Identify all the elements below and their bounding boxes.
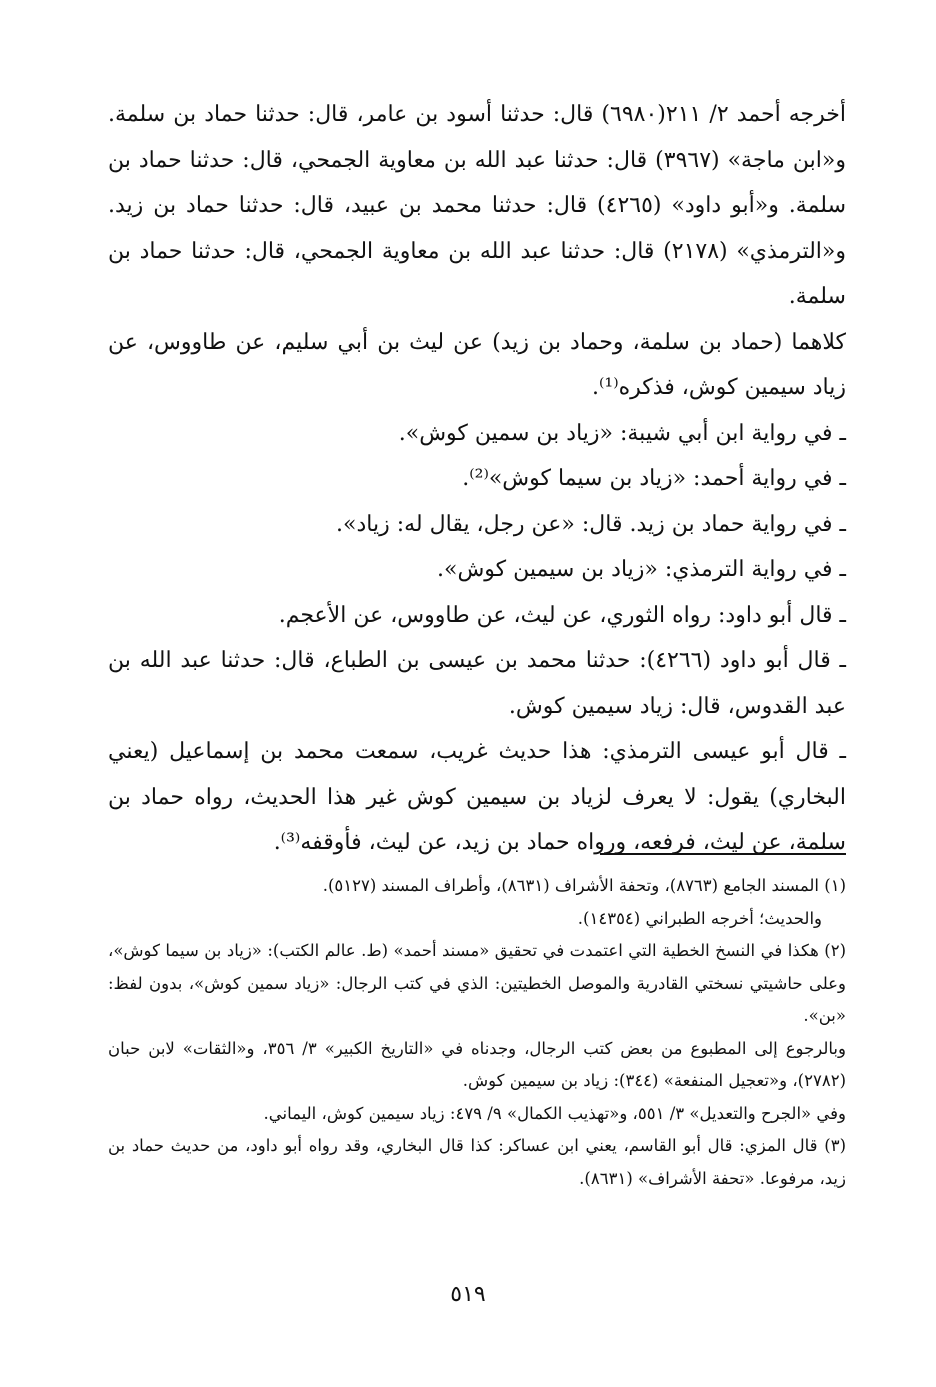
footnote-2: (٢) هكذا في النسخ الخطية التي اعتمدت في تحقيق «مسند أحمد» (ط. عالم الكتب): «زياد بن سيما كوش»، وعلى حاشيتي نسختي القادرية والموصل الخطيتين: الذي في كتب الرجال: «زياد سمين كوش»، بدون لفظ: «بن».	[108, 941, 846, 1025]
footnote-1-continuation: والحديث؛ أخرجه الطبراني (١٤٣٥٤).	[577, 908, 822, 928]
list-item: ـ في رواية ابن أبي شيبة: «زياد بن سمين كوش».	[398, 420, 846, 446]
list-item: ـ في رواية حماد بن زيد. قال: «عن رجل، يقال له: زياد».	[336, 511, 846, 537]
list-item: ـ قال أبو داود: رواه الثوري، عن ليث، عن طاووس، عن الأعجم.	[278, 602, 846, 628]
footnote-divider	[600, 853, 846, 855]
footnote-2-continuation: وبالرجوع إلى المطبوع من بعض كتب الرجال، وجدناه في «التاريخ الكبير» ٣/ ٣٥٦، و«الثقات» لابن حبان (٢٧٨٢)، و«تعجيل المنفعة» (٣٤٤): زياد بن سيمين كوش.	[108, 1038, 846, 1090]
list-item: ـ في رواية الترمذي: «زياد بن سيمين كوش».	[437, 557, 846, 582]
footnotes	[108, 870, 846, 1195]
footnote-1: (١) المسند الجامع (٨٧٦٣)، وتحفة الأشراف (٨٦٣١)، وأطراف المسند (٥١٢٧).	[322, 876, 846, 895]
list-item: ـ في رواية أحمد: «زياد بن سيما كوش»⁽²⁾.	[462, 466, 846, 491]
footnote-3: (٣) قال المزي: قال أبو القاسم، يعني ابن عساكر: كذا قال البخاري، وقد رواه أبو داود، من حديث حماد بن زيد، مرفوعا. «تحفة الأشراف» (٨٦٣١).	[108, 1136, 846, 1188]
paragraph-tirmidhi: ـ قال أبو عيسى الترمذي: هذا حديث غريب، سمعت محمد بن إسماعيل (يعني البخاري) يقول: لا يعرف لزياد بن سيمين كوش غير هذا الحديث، رواه حماد بن سلمة، عن ليث، فرفعه، ورواه حماد بن زيد، عن ليث، فأوقفه⁽³⁾.	[108, 739, 846, 855]
paragraph-abu-dawud: ـ قال أبو داود (٤٢٦٦): حدثنا محمد بن عيسى بن الطباع، قال: حدثنا عبد الله بن عبد القدوس، قال: زياد سيمين كوش.	[108, 648, 846, 719]
footnote-2-continuation: وفي «الجرح والتعديل» ٣/ ٥٥١، و«تهذيب الكمال» ٩/ ٤٧٩: زياد سيمين كوش، اليماني.	[263, 1103, 846, 1123]
paragraph-takhrij: أخرجه أحمد ٢/ ٢١١(٦٩٨٠) قال: حدثنا أسود بن عامر، قال: حدثنا حماد بن سلمة. و«ابن ماجة» (٣٩٦٧) قال: حدثنا عبد الله بن معاوية الجمحي، قال: حدثنا حماد بن سلمة. و«أبو داود» (٤٢٦٥) قال: حدثنا محمد بن عبيد، قال: حدثنا حماد بن زيد. و«الترمذي» (٢١٧٨) قال: حدثنا عبد الله بن معاوية الجمحي، قال: حدثنا حماد بن سلمة.	[108, 102, 847, 309]
main-text	[108, 92, 846, 866]
page-number: ٥١٩	[450, 1282, 486, 1307]
paragraph-isnad: كلاهما (حماد بن سلمة، وحماد بن زيد) عن ليث بن أبي سليم، عن طاووس، عن زياد سيمين كوش، فذكره⁽¹⁾.	[108, 329, 846, 400]
